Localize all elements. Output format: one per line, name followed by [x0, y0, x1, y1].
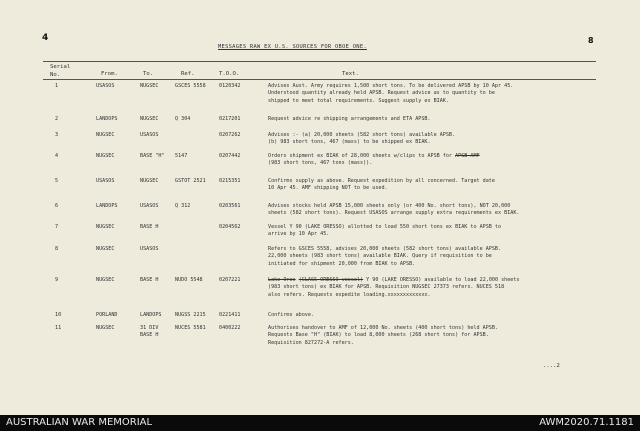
text-line: Confirms above.: [268, 312, 315, 318]
from-cell: PORLAND: [96, 312, 118, 318]
serial-cell: 2: [55, 116, 59, 122]
text-line: Authorises handover to AMF of 12,000 No. sheets (400 short tons) held APSB.: [268, 325, 499, 331]
header-from: From.: [101, 71, 118, 77]
text-line: [268, 153, 480, 160]
header-text: Text.: [342, 71, 359, 77]
serial-cell: 6: [55, 203, 59, 209]
tod-cell: 0203561: [219, 203, 241, 209]
header-rule-bottom: [43, 79, 596, 80]
text-fragment: Y 90 (LAKE ORESSO) available to load 22,000 sheets: [363, 277, 520, 283]
header-serial-line1: Serial: [50, 64, 71, 70]
to-cell: BASE H: [140, 277, 159, 283]
from-cell: NUGSEC: [96, 132, 115, 138]
text-line: Advises stocks held APSB 15,000 sheets only (or 400 No. short tons), NOT 20,000: [268, 203, 511, 209]
ref-cell: NUDO 5548: [175, 277, 203, 283]
header-ref: Ref.: [181, 71, 195, 77]
to-cell: BASE H: [140, 224, 159, 230]
from-cell: NUGSEC: [96, 325, 115, 331]
to-cell: 31 DIV BASE H: [140, 325, 159, 339]
tod-cell: 0207442: [219, 153, 241, 159]
text-line: (983 short tons) ex BIAK for APSB. Requisition NUGSEC 27373 refers. NUCES 518: [268, 284, 505, 291]
tod-cell: 0120342: [219, 83, 241, 89]
ref-cell: GSCES 5558: [175, 83, 206, 89]
to-cell: USASOS: [140, 246, 159, 252]
text-line: also refers. Requests expedite loading.xxxxxxxxxxxxx.: [268, 291, 431, 298]
text-line: Refers to GSCES 5558, advises 20,000 sheets (582 short tons) available APSB.: [268, 246, 502, 252]
to-cell: NUGSEC: [140, 116, 159, 122]
from-cell: LANDOPS: [96, 116, 118, 122]
from-cell: NUGSEC: [96, 277, 115, 283]
text-line: initiated for shipment 20,000 from BIAK to APSB.: [268, 260, 416, 267]
from-cell: USASOS: [96, 83, 115, 89]
to-cell: BASE "H": [140, 153, 165, 159]
text-line: 22,000 sheets (983 short tons) available BIAK. Query if requisition to be: [268, 253, 492, 260]
ref-cell: Q 304: [175, 116, 191, 122]
footer-reference: AWM2020.71.1181: [539, 417, 634, 428]
struck-text: Lake Ores: [268, 277, 296, 283]
text-line: Advises :- (a) 20,000 sheets (582 short tons) available APSB.: [268, 132, 456, 138]
serial-cell: 4: [55, 153, 59, 159]
serial-cell: 8: [55, 246, 59, 252]
text-line: arrive by 10 Apr 45.: [268, 231, 330, 238]
footer-institution: AUSTRALIAN WAR MEMORIAL: [6, 417, 153, 428]
archive-footer: [0, 415, 640, 431]
to-cell: NUGSEC: [140, 178, 159, 184]
tod-cell: 0207221: [219, 277, 241, 283]
serial-cell: 10: [55, 312, 62, 318]
to-cell: USASOS: [140, 203, 159, 209]
from-cell: NUGSEC: [96, 224, 115, 230]
serial-cell: 11: [55, 325, 62, 331]
top-right-mark: 8: [588, 36, 594, 45]
text-line: Requisition 827272-A refers.: [268, 339, 354, 346]
to-cell: NUGSEC: [140, 83, 159, 89]
serial-cell: 3: [55, 132, 59, 138]
header-to: To.: [143, 71, 154, 77]
header-tod: T.O.O.: [219, 71, 240, 77]
ref-cell: Q 312: [175, 203, 191, 209]
tod-cell: 0207262: [219, 132, 241, 138]
continuation-marker: ....2: [543, 363, 560, 369]
serial-cell: 1: [55, 83, 59, 89]
tod-cell: 0217201: [219, 116, 241, 122]
text-fragment: Orders shipment ex BIAK of 28,000 sheets w/clips to APSB for: [268, 153, 456, 159]
document-title: MESSAGES RAW EX U.S. SOURCES FOR OBOE ONE.: [218, 44, 367, 50]
header-serial: [50, 63, 70, 79]
to-cell: LANDOPS: [140, 312, 162, 318]
serial-cell: 5: [55, 178, 59, 184]
text-line: Confirms supply as above. Request expedition by all concerned. Target date: [268, 178, 495, 184]
tod-cell: 0400222: [219, 325, 241, 331]
struck-text: (CLASS ORESSO vessel): [298, 277, 364, 283]
header-serial-line2: No.: [50, 72, 61, 78]
to-cell: USASOS: [140, 132, 159, 138]
from-cell: LANDOPS: [96, 203, 118, 209]
text-line: 10 Apr 45. AMF shipping NOT to be used.: [268, 185, 388, 192]
ref-cell: NUCES 5581: [175, 325, 206, 331]
ref-cell: 5147: [175, 153, 188, 159]
ref-cell: GSTOT 2521: [175, 178, 206, 184]
text-line: Vessel Y 90 (LAKE ORESSO) allotted to load 550 short tons ex BIAK to APSB to: [268, 224, 502, 230]
top-left-mark: 4: [42, 33, 49, 43]
tod-cell: 0221411: [219, 312, 241, 318]
from-cell: NUGSEC: [96, 153, 115, 159]
text-line: Requests Base "H" (BIAK) to load 8,000 sheets (268 short tons) for APSB.: [268, 332, 489, 339]
ref-cell: NUGSS 2215: [175, 312, 206, 318]
text-line: Understood quantity already held APSB. Request advice as to quantity to be: [268, 90, 495, 97]
serial-cell: 9: [55, 277, 59, 283]
from-cell: NUGSEC: [96, 246, 115, 252]
serial-cell: 7: [55, 224, 59, 230]
text-line: (b) 983 short tons, 467 (mass) to be shipped ex BIAK.: [268, 139, 431, 146]
text-line: [268, 277, 520, 284]
text-line: Advises Aust. Army requires 1,500 short tons. To be delivered APSB by 10 Apr 45.: [268, 83, 514, 89]
text-line: shipped to meet total requirements. Suggest supply ex BIAK.: [268, 97, 449, 104]
tod-cell: 0204562: [219, 224, 241, 230]
struck-text: APSB AMF: [455, 153, 480, 159]
from-cell: USASOS: [96, 178, 115, 184]
text-line: (983 short tons, 467 tons (mass)).: [268, 160, 373, 167]
text-line: sheets (582 short tons). Request USASOS arrange supply extra requirements ex BIAK.: [268, 210, 520, 217]
text-line: Request advice re shipping arrangements and ETA APSB.: [268, 116, 431, 122]
header-rule-top: [43, 61, 596, 62]
tod-cell: 0215351: [219, 178, 241, 184]
